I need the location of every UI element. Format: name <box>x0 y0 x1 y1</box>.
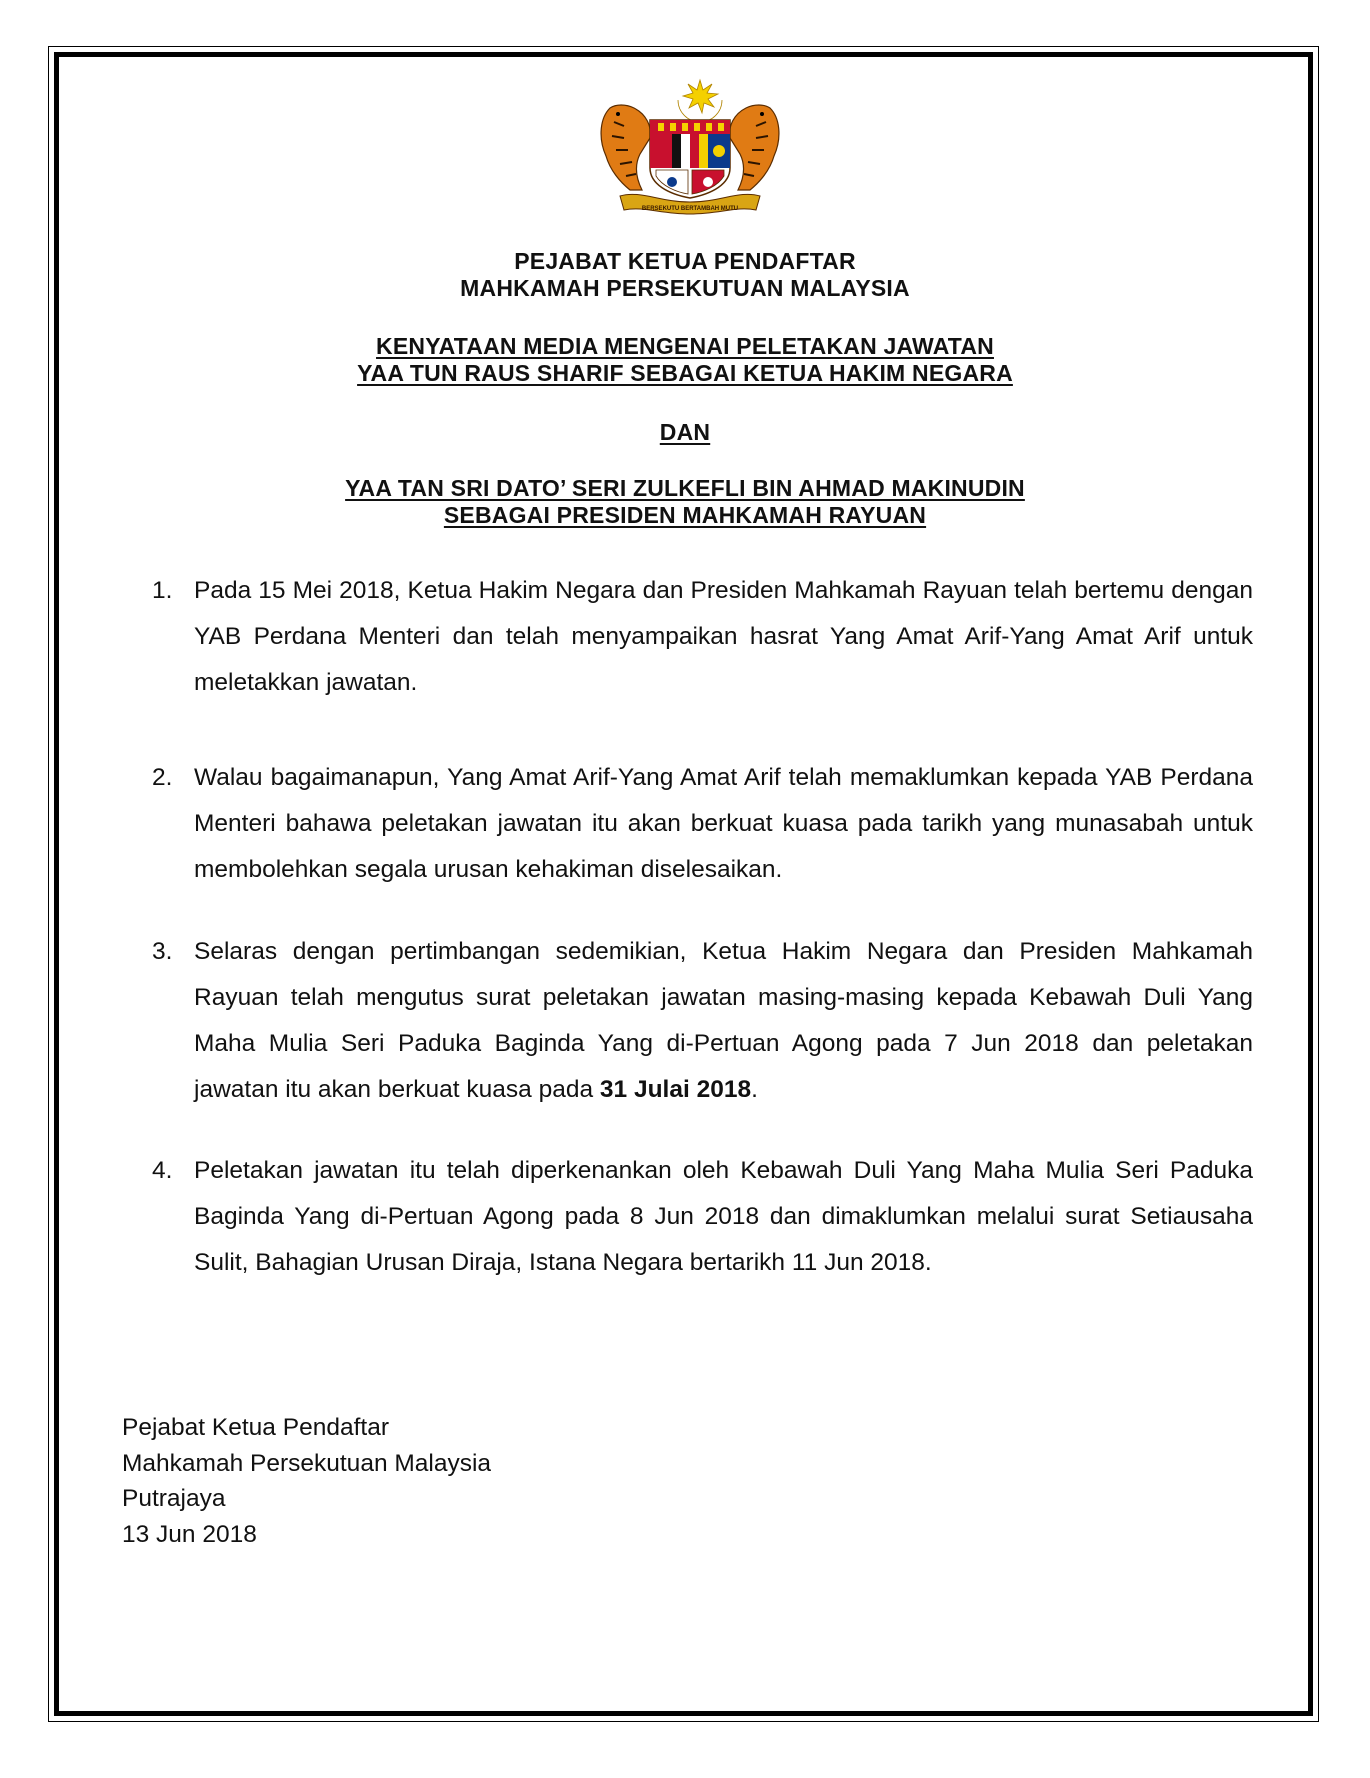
crest-motto-text: BERSEKUTU BERTAMBAH MUTU <box>641 206 739 212</box>
paragraph-number: 2. <box>152 764 173 791</box>
paragraph-number: 4. <box>152 1157 173 1184</box>
paragraph-text <box>194 929 1253 1113</box>
signature-block <box>122 1410 491 1552</box>
paragraph-text-part: Selaras dengan pertimbangan sedemikian, Ketua Hakim Negara dan Presiden Mahkamah Rayuan telah mengutus surat peletakan jawatan masing-masing kepada Kebawah Duli Yang Maha Mulia Seri Paduka Baginda Yang di-Pertuan Agong pada 7 Jun 2018 dan peletakan jawatan itu akan berkuat kuasa pada <box>194 938 1253 1103</box>
office-heading-line1: PEJABAT KETUA PENDAFTAR <box>514 248 856 274</box>
office-heading-line2: MAHKAMAH PERSEKUTUAN MALAYSIA <box>460 275 910 301</box>
paragraph-number: 3. <box>152 938 173 965</box>
crest-shield-icon <box>650 120 730 198</box>
office-heading <box>0 248 1370 302</box>
statement-title <box>0 333 1370 387</box>
paragraph-3 <box>152 929 1253 1113</box>
crest-left-tiger-icon <box>601 105 650 190</box>
statement-title-line2: YAA TUN RAUS SHARIF SEBAGAI KETUA HAKIM NEGARA <box>357 360 1013 386</box>
paragraph-text: Peletakan jawatan itu telah diperkenankan oleh Kebawah Duli Yang Maha Mulia Seri Paduka Baginda Yang di-Pertuan Agong pada 8 Jun 2018 dan dimaklumkan melalui surat Setiausaha Sulit, Bahagian Urusan Diraja, Istana Negara bertarikh 11 Jun 2018. <box>194 1157 1253 1276</box>
paragraph-number: 1. <box>152 577 173 604</box>
paragraph-4 <box>152 1148 1253 1286</box>
paragraph-text-end: . <box>751 1076 758 1103</box>
statement-title-line3: YAA TAN SRI DATO’ SERI ZULKEFLI BIN AHMAD MAKINUDIN <box>345 475 1025 501</box>
effective-date: 31 Julai 2018 <box>599 1076 752 1103</box>
signature-office: Pejabat Ketua Pendaftar <box>122 1414 389 1441</box>
paragraph-text: Pada 15 Mei 2018, Ketua Hakim Negara dan Presiden Mahkamah Rayuan telah bertemu dengan YAB Perdana Menteri dan telah menyampaikan hasrat Yang Amat Arif-Yang Amat Arif untuk meletakkan jawatan. <box>194 577 1253 696</box>
statement-title-line1: KENYATAAN MEDIA MENGENAI PELETAKAN JAWATAN <box>376 333 994 359</box>
paragraph-2 <box>152 755 1253 893</box>
paragraph-1 <box>152 568 1253 706</box>
statement-connector <box>0 419 1370 446</box>
statement-connector-text: DAN <box>659 419 711 445</box>
signature-place: Putrajaya <box>122 1485 226 1512</box>
statement-subtitle <box>0 475 1370 529</box>
signature-court: Mahkamah Persekutuan Malaysia <box>122 1449 492 1477</box>
malaysia-coat-of-arms-icon <box>590 78 790 218</box>
paragraph-text: Walau bagaimanapun, Yang Amat Arif-Yang Amat Arif telah memaklumkan kepada YAB Perdana Menteri bahawa peletakan jawatan itu akan berkuat kuasa pada tarikh yang munasabah untuk membolehkan segala urusan kehakiman diselesaikan. <box>194 764 1253 883</box>
signature-date: 13 Jun 2018 <box>122 1520 257 1548</box>
crest-right-tiger-icon <box>730 105 779 190</box>
statement-title-line4: SEBAGAI PRESIDEN MAHKAMAH RAYUAN <box>443 502 927 528</box>
crest-star-icon <box>683 80 718 113</box>
